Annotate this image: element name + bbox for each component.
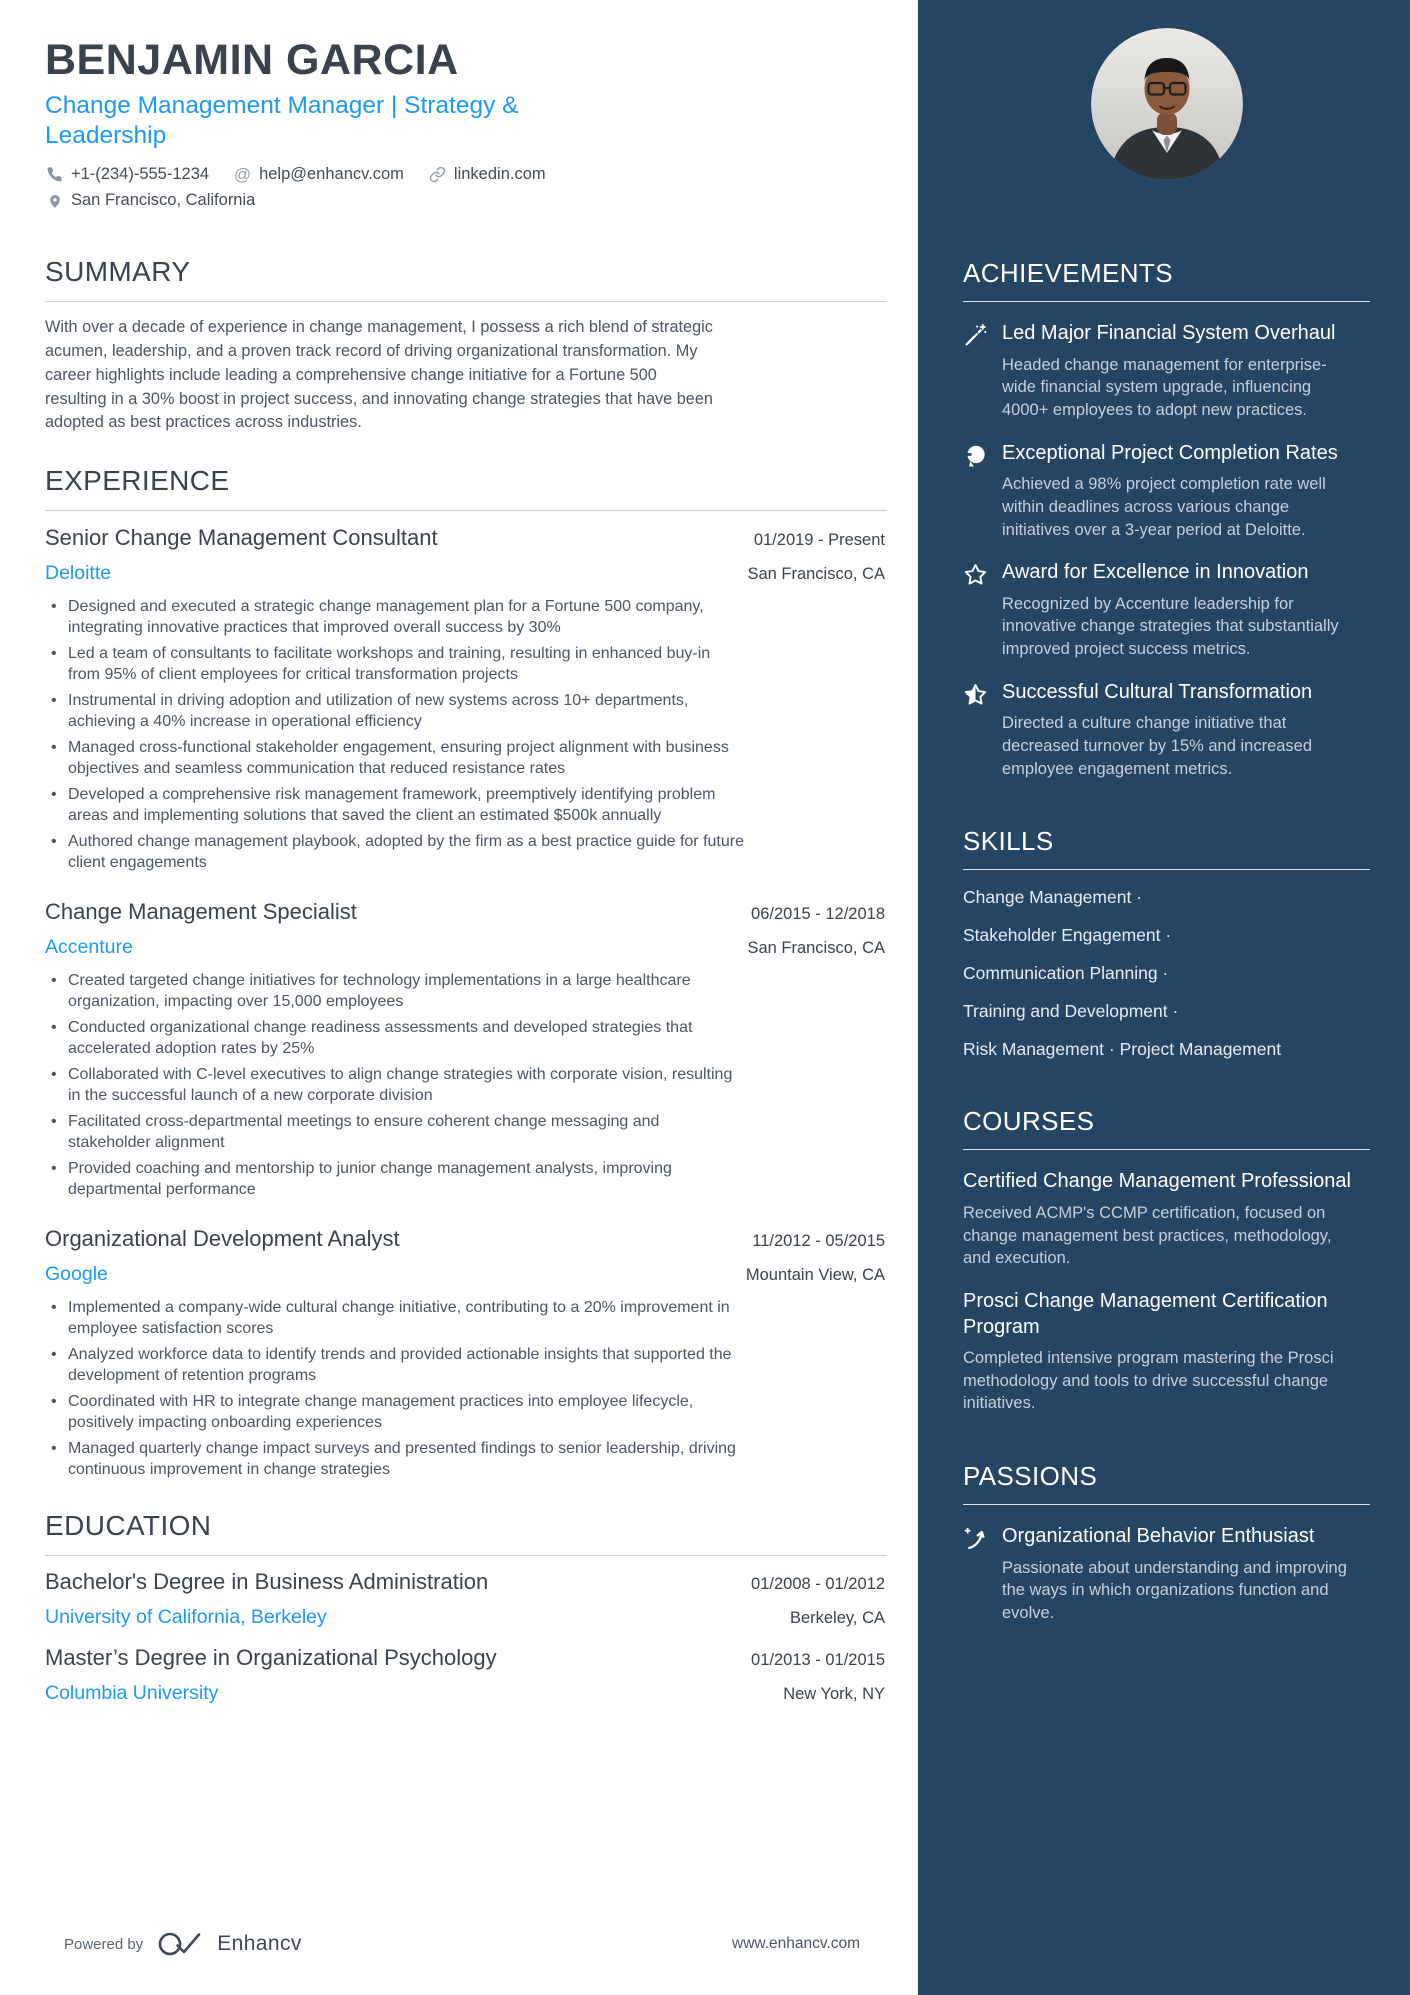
passion-item <box>963 1524 1370 1625</box>
phone-contact[interactable] <box>45 165 209 184</box>
achievement-text: Achieved a 98% project completion rate well within deadlines across various change initiatives over a 3-year period at Deloitte. <box>1002 475 1326 539</box>
bullet-item: • Facilitated cross-departmental meetings to ensure coherent change messaging and stakeholder alignment <box>45 1111 745 1153</box>
achievements-section <box>963 258 1370 780</box>
degree-title: Master’s Degree in Organizational Psychology <box>45 1645 497 1671</box>
school-name: University of California, Berkeley <box>45 1606 327 1629</box>
bullet-item: • Designed and executed a strategic change management plan for a Fortune 500 company, integrating innovative practices that improved overall success by 30% <box>45 596 745 638</box>
company-name: Google <box>45 1263 108 1286</box>
job-dates: 06/2015 - 12/2018 <box>751 905 885 924</box>
bullet-item: • Instrumental in driving adoption and utilization of new systems across 10+ departments, achieving a 40% increase in operational efficiency <box>45 690 745 732</box>
education-section <box>45 1510 918 1705</box>
website-url: linkedin.com <box>453 165 546 184</box>
school-name: Columbia University <box>45 1682 219 1705</box>
achievement-title: Led Major Financial System Overhaul <box>1002 322 1336 344</box>
job-title: Change Management Specialist <box>45 899 357 925</box>
skill-item: Stakeholder Engagement · <box>963 925 1172 946</box>
degree-dates: 01/2008 - 01/2012 <box>751 1575 885 1594</box>
achievements-heading: ACHIEVEMENTS <box>963 258 1173 288</box>
achievement-title: Award for Excellence in Innovation <box>1002 561 1309 584</box>
achievement-text: Headed change management for enterprise-wide financial system upgrade, influencing 4000+ employees to adopt new practices. <box>1002 355 1327 419</box>
experience-heading: EXPERIENCE <box>45 465 230 497</box>
degree-title: Bachelor's Degree in Business Administration <box>45 1569 489 1595</box>
email-contact[interactable] <box>233 165 404 184</box>
bullet-item: • Implemented a company-wide cultural change initiative, contributing to a 20% improvement in employee satisfaction scores <box>45 1297 745 1339</box>
star-outline-icon <box>963 562 988 587</box>
bullet-item: • Managed quarterly change impact surveys and presented findings to senior leadership, driving continuous improvement in change strategies <box>45 1438 745 1480</box>
location-contact <box>45 191 255 210</box>
job-entry <box>45 899 918 1200</box>
sidebar <box>918 0 1410 1995</box>
skill-item: Communication Planning · <box>963 963 1169 984</box>
contact-row <box>45 165 725 210</box>
achievement-item <box>963 441 1370 542</box>
footer-website[interactable]: www.enhancv.com <box>732 1935 861 1952</box>
courses-section <box>963 1106 1370 1415</box>
job-entry <box>45 1226 918 1480</box>
website-contact[interactable] <box>428 165 546 184</box>
bullet-item: • Led a team of consultants to facilitate workshops and training, resulting in enhanced buy-in from 95% of client employees for critical transformation projects <box>45 643 745 685</box>
education-heading: EDUCATION <box>45 1510 212 1542</box>
location-pin-icon <box>45 191 64 210</box>
summary-heading: SUMMARY <box>45 256 191 288</box>
course-item <box>963 1289 1370 1415</box>
education-entry <box>45 1569 918 1629</box>
job-title: Senior Change Management Consultant <box>45 525 438 551</box>
school-location: Berkeley, CA <box>789 1609 885 1628</box>
head-icon <box>963 443 988 468</box>
skill-item: Training and Development · <box>963 1001 1179 1022</box>
education-entry <box>45 1645 918 1705</box>
phone-icon <box>45 165 64 184</box>
job-bullets <box>45 1297 745 1480</box>
link-icon <box>428 165 447 184</box>
footer-branding[interactable] <box>64 1931 302 1957</box>
bullet-item: • Collaborated with C-level executives to align change strategies with corporate vision, resulting in the successful launch of a new corporate division <box>45 1064 745 1106</box>
at-icon: @ <box>233 164 252 184</box>
achievement-title: Successful Cultural Transformation <box>1002 680 1313 703</box>
achievement-title: Exceptional Project Completion Rates <box>1002 441 1338 464</box>
section-divider <box>963 869 1370 870</box>
job-dates: 01/2019 - Present <box>753 531 885 550</box>
degree-dates: 01/2013 - 01/2015 <box>751 1651 885 1670</box>
skills-heading: SKILLS <box>963 826 1054 857</box>
company-name: Accenture <box>45 936 133 959</box>
section-divider <box>963 301 1370 302</box>
passions-section <box>963 1461 1370 1625</box>
section-divider <box>963 1504 1370 1505</box>
course-text: Received ACMP's CCMP certification, focused on change management best practices, methodology, and execution. <box>963 1203 1332 1268</box>
section-divider <box>963 1149 1370 1150</box>
bullet-item: • Analyzed workforce data to identify trends and provided actionable insights that supported the development of retention programs <box>45 1344 745 1386</box>
person-name: BENJAMIN GARCIA <box>45 36 459 84</box>
achievement-item <box>963 680 1370 781</box>
passions-heading: PASSIONS <box>963 1461 1098 1492</box>
bullet-item: • Developed a comprehensive risk management framework, preemptively identifying problem areas and implementing solutions that saved the client an estimated $500k annually <box>45 784 745 826</box>
courses-heading: COURSES <box>963 1106 1095 1137</box>
bullet-item: • Coordinated with HR to integrate change management practices into employee lifecycle, positively impacting onboarding experiences <box>45 1391 745 1433</box>
location-text: San Francisco, California <box>71 191 256 210</box>
section-divider <box>45 1555 887 1556</box>
job-location: Mountain View, CA <box>745 1266 885 1285</box>
skill-item: Change Management · <box>963 887 1142 908</box>
profile-photo <box>1091 28 1243 180</box>
bullet-item: • Created targeted change initiatives for technology implementations in a large healthcare organization, impacting over 15,000 employees <box>45 970 745 1012</box>
enhancv-wordmark: Enhancv <box>217 1932 302 1955</box>
job-location: San Francisco, CA <box>747 565 885 584</box>
course-item <box>963 1169 1370 1270</box>
section-divider <box>45 301 887 302</box>
summary-text: With over a decade of experience in change management, I possess a rich blend of strategic acumen, leadership, and a proven track record of driving organizational transformation. My career highlights include leading a comprehensive change initiative for a Fortune 500 resulting in a 30% boost in project success, and innovating change strategies that have been adopted as best practices across industries. <box>45 318 713 432</box>
bullet-item: • Authored change management playbook, adopted by the firm as a best practice guide for future client engagements <box>45 831 745 873</box>
job-dates: 11/2012 - 05/2015 <box>752 1232 885 1251</box>
job-title: Organizational Development Analyst <box>45 1226 400 1252</box>
achievement-item <box>963 560 1370 661</box>
email-address: help@enhancv.com <box>259 165 404 184</box>
course-text: Completed intensive program mastering the Prosci methodology and tools to drive successful change initiatives. <box>963 1349 1334 1413</box>
job-location: San Francisco, CA <box>747 939 885 958</box>
passion-text: Passionate about understanding and improving the ways in which organizations function and evolve. <box>1002 1558 1347 1623</box>
company-name: Deloitte <box>45 562 112 585</box>
bullet-item: • Provided coaching and mentorship to junior change management analysts, improving departmental performance <box>45 1158 745 1200</box>
enhancv-logo-icon <box>157 1931 203 1957</box>
job-bullets <box>45 970 745 1200</box>
job-bullets <box>45 596 745 873</box>
powered-by-label: Powered by <box>64 1935 144 1953</box>
summary-section <box>45 256 918 435</box>
course-title: Certified Change Management Professional <box>963 1170 1351 1193</box>
curved-arrow-icon <box>963 1526 988 1551</box>
phone-number: +1-(234)-555-1234 <box>71 165 210 184</box>
magic-wand-icon <box>963 323 988 348</box>
bullet-item: • Conducted organizational change readiness assessments and developed strategies that accelerated adoption rates by 25% <box>45 1017 745 1059</box>
course-title: Prosci Change Management Certification Program <box>963 1290 1328 1338</box>
star-half-icon <box>963 682 988 707</box>
skill-item: Risk Management · Project Management <box>963 1039 1282 1060</box>
school-location: New York, NY <box>783 1685 885 1704</box>
passion-title: Organizational Behavior Enthusiast <box>1002 1525 1315 1548</box>
bullet-item: • Managed cross-functional stakeholder engagement, ensuring project alignment with business objectives and seamless communication that reduced resistance rates <box>45 737 745 779</box>
skills-section <box>963 826 1370 1060</box>
headline: Change Management Manager | Strategy & Leadership <box>45 92 519 150</box>
section-divider <box>45 510 887 511</box>
skills-list <box>963 887 1370 1060</box>
job-entry <box>45 525 918 873</box>
achievement-item <box>963 321 1370 422</box>
experience-section <box>45 465 918 1480</box>
achievement-text: Recognized by Accenture leadership for innovative change strategies that substantially improved project success metrics. <box>1002 594 1339 659</box>
achievement-text: Directed a culture change initiative that decreased turnover by 15% and increased employee engagement metrics. <box>1002 714 1313 778</box>
